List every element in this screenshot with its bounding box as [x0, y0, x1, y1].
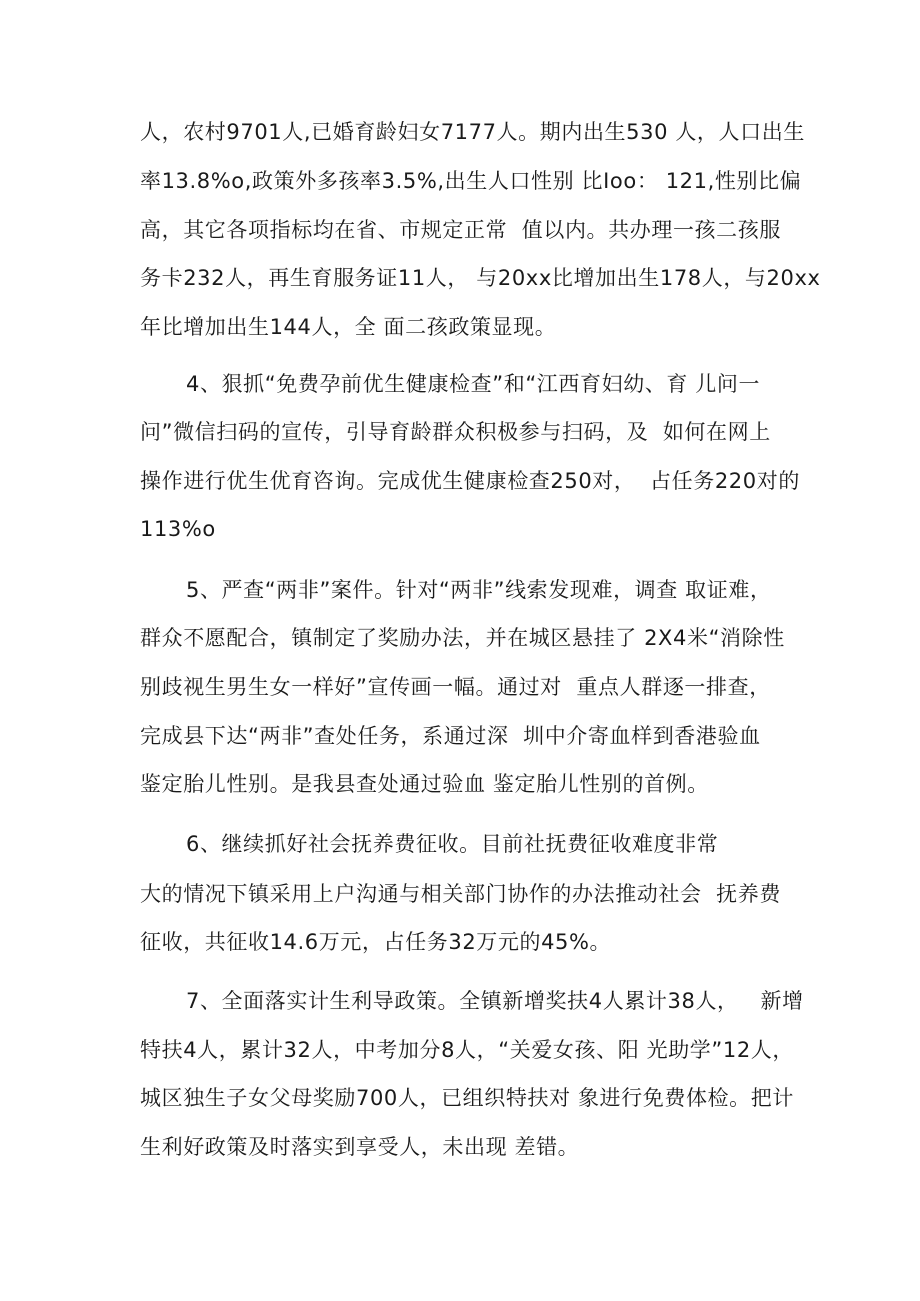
text-line: 人，农村9701人,已婚育龄妇女7177人。期内出生530 人，人口出生	[140, 120, 805, 144]
text-line: 征收，共征收14.6万元，占任务32万元的45%。	[140, 930, 612, 954]
text-line: 生利好政策及时落实到享受人，未出现 差错。	[140, 1135, 580, 1159]
text-line: 113%o	[140, 517, 216, 541]
text-line: 大的情况下镇采用上户沟通与相关部门协作的办法推动社会 抚养费	[140, 882, 781, 906]
text-line: 5、严查“两非”案件。针对“两非”线索发现难，调查 取证难，	[186, 578, 772, 602]
text-line: 务卡232人，再生育服务证11人， 与20xx比增加出生178人，与20xx	[140, 266, 821, 290]
text-line: 率13.8%o,政策外多孩率3.5%,出生人口性别 比Ioo： 121,性别比偏	[140, 169, 802, 193]
text-line: 鉴定胎儿性别。是我县查处通过验血 鉴定胎儿性别的首例。	[140, 772, 709, 796]
text-line: 完成县下达“两非”查处任务，系通过深 圳中介寄血样到香港验血	[140, 724, 761, 748]
text-line: 问”微信扫码的宣传，引导育龄群众积极参与扫码，及 如何在网上	[140, 420, 771, 444]
text-line: 4、狠抓“免费孕前优生健康检查”和“江西育妇幼、育 儿问一	[186, 372, 761, 396]
text-line: 特扶4人，累计32人，中考加分8人，“关爱女孩、阳 光助学”12人，	[140, 1038, 794, 1062]
text-line: 群众不愿配合，镇制定了奖励办法，并在城区悬挂了 2X4米“消除性	[140, 626, 785, 650]
text-line: 7、全面落实计生利导政策。全镇新增奖扶4人累计38人， 新增	[186, 989, 804, 1013]
text-line: 操作进行优生优育咨询。完成优生健康检查250对， 占任务220对的	[140, 469, 800, 493]
text-line: 高，其它各项指标均在省、市规定正常 值以内。共办理一孩二孩服	[140, 218, 781, 242]
text-line: 年比增加出生144人，全 面二孩政策显现。	[140, 315, 557, 339]
text-line: 城区独生子女父母奖励700人，已组织特扶对 象进行免费体检。把计	[140, 1086, 794, 1110]
text-line: 别歧视生男生女一样好”宣传画一幅。通过对 重点人群逐一排查，	[140, 675, 771, 699]
text-line: 6、继续抓好社会抚养费征收。目前社抚费征收难度非常	[186, 832, 719, 856]
